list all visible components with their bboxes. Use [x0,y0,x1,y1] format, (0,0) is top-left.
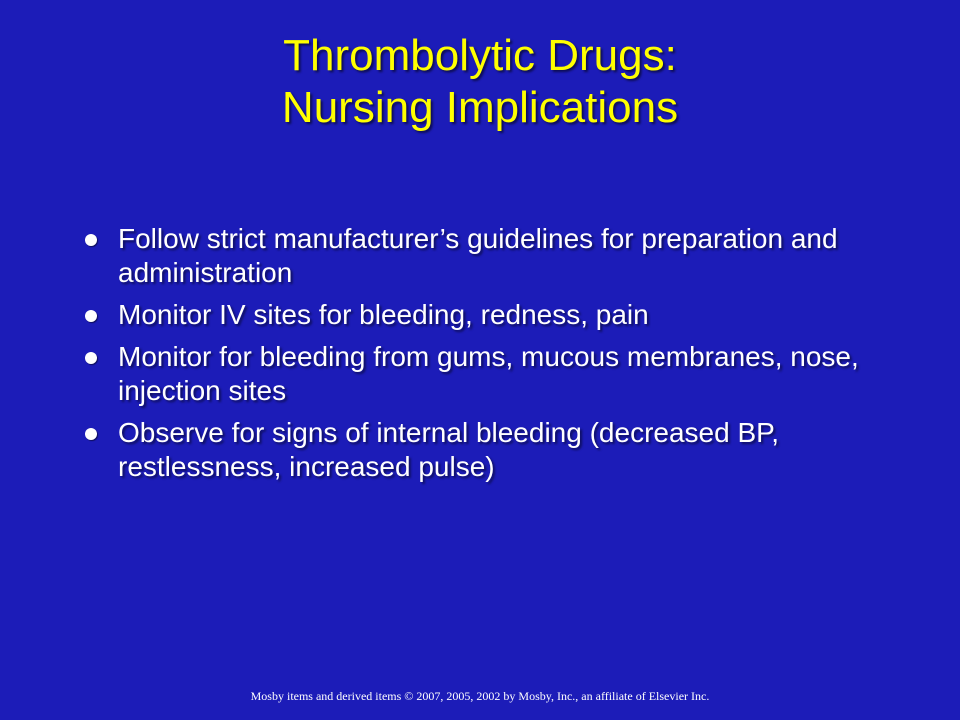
bullet-list [80,222,900,492]
title-line-1: Thrombolytic Drugs: [283,31,677,80]
bullet-item [80,298,900,332]
bullet-text: Follow strict manufacturer’s guidelines for preparation and administration [118,223,838,288]
bullet-dot-icon [85,428,97,440]
title-line-2: Nursing Implications [281,83,679,132]
bullet-dot-icon [85,234,97,246]
slide-title [0,30,960,134]
bullet-dot-icon [85,310,97,322]
bullet-item [80,222,900,290]
copyright-footer: Mosby items and derived items © 2007, 2005, 2002 by Mosby, Inc., an affiliate of Elsevier Inc. [250,689,710,703]
bullet-text: Monitor for bleeding from gums, mucous membranes, nose, injection sites [118,341,859,406]
bullet-item [80,340,900,408]
bullet-text: Observe for signs of internal bleeding (decreased BP, restlessness, increased pulse) [118,417,779,482]
bullet-item [80,416,900,484]
bullet-text: Monitor IV sites for bleeding, redness, pain [118,299,649,330]
bullet-dot-icon [85,352,97,364]
